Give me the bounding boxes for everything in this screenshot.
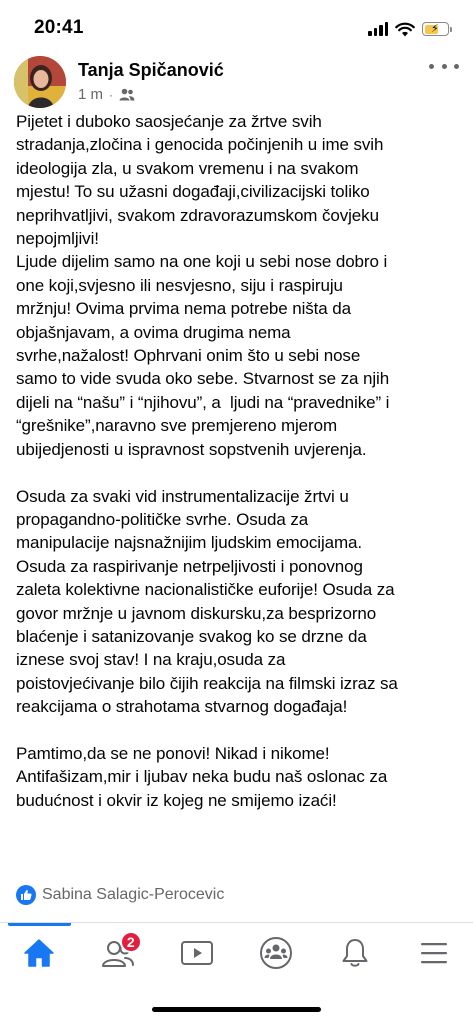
post-time[interactable]: 1 m xyxy=(78,86,104,103)
tab-menu[interactable] xyxy=(394,923,473,983)
meta-separator: · xyxy=(109,87,114,102)
tab-groups[interactable] xyxy=(236,923,315,983)
avatar[interactable] xyxy=(14,56,66,108)
reaction-name: Sabina Salagic-Perocevic xyxy=(42,886,225,903)
status-icons xyxy=(368,20,449,38)
post-text: Pijetet i duboko saosjećanje za žrtve svih stradanja,zločina i genocida počinjenih u ime svih ideologija zla, u svakom vremenu i na svakom mjestu! To su užasni događaji,civilizacijski toliko neprihvatljivi, svakom zdravorazumskom čovjeku nepojmljivi! Ljude dijelim samo na one koji u sebi nose dobro i one koji,svjesno ili nesvjesno, siju i raspiruju mržnju! Ovima prvima nema potrebe ništa da objašnjavam, a ovima drugima nema svrhe,nažalost! Ophrvani onim što u sebi nose samo to vide svuda oko sebe. Stvarnost se za njih dijeli na “našu” i “njihovu”, a ljudi na “pravednike” i “grešnike”,naravno sve premjereno mjerom ubijedjenosti u ispravnost sopstvenih uvjerenja. Osuda za svaki vid instrumentalizacije žrtvi u propagandno-političke svrhe. Osuda za manipulacije najsnažnijim ljudskim emocijama. Osuda za raspirivanje netrpeljivosti i ponovnog zaleta kolektivne nacionalističke euforije! Osuda za govor mržnje u javnom diskursku,za besprizorno blaćenje i satanizovanje svakog ko se drzne da iznese svoj stav! I na kraju,osuda za poistovjećivanje bilo čijih reakcija na filmski izraz sa reakcijama o strahotama stvarnog događaja! Pamtimo,da se ne ponovi! Nikad i nikome! Antifašizam,mir i ljubav neka budu naš oslonac za budućnost i okvir iz kojeg ne smijemo izaći! xyxy=(16,112,398,810)
tab-home[interactable] xyxy=(0,923,79,983)
reactions-summary[interactable] xyxy=(16,885,224,905)
tab-notifications[interactable] xyxy=(315,923,394,983)
like-icon xyxy=(16,885,36,905)
status-time: 20:41 xyxy=(34,17,84,38)
more-dot-icon xyxy=(454,64,459,69)
cellular-signal-icon xyxy=(368,22,388,36)
post-header xyxy=(0,54,473,110)
wifi-icon xyxy=(395,22,415,37)
menu-icon xyxy=(419,941,449,965)
friends-audience-icon[interactable] xyxy=(119,88,135,101)
bottom-tab-bar xyxy=(0,923,473,983)
groups-icon xyxy=(259,936,293,970)
status-bar xyxy=(0,0,473,56)
bell-icon xyxy=(340,937,370,969)
tab-friends[interactable] xyxy=(79,923,158,983)
author-name[interactable]: Tanja Spičanović xyxy=(78,60,224,80)
more-dot-icon xyxy=(442,64,447,69)
tab-watch[interactable] xyxy=(158,923,237,983)
more-options-button[interactable] xyxy=(429,58,459,74)
home-indicator xyxy=(152,1007,321,1012)
post-meta xyxy=(78,86,135,103)
friends-notification-badge: 2 xyxy=(120,931,142,953)
watch-icon xyxy=(180,939,214,967)
battery-icon: ⚡ xyxy=(422,22,449,36)
more-dot-icon xyxy=(429,64,434,69)
home-icon xyxy=(23,938,55,968)
